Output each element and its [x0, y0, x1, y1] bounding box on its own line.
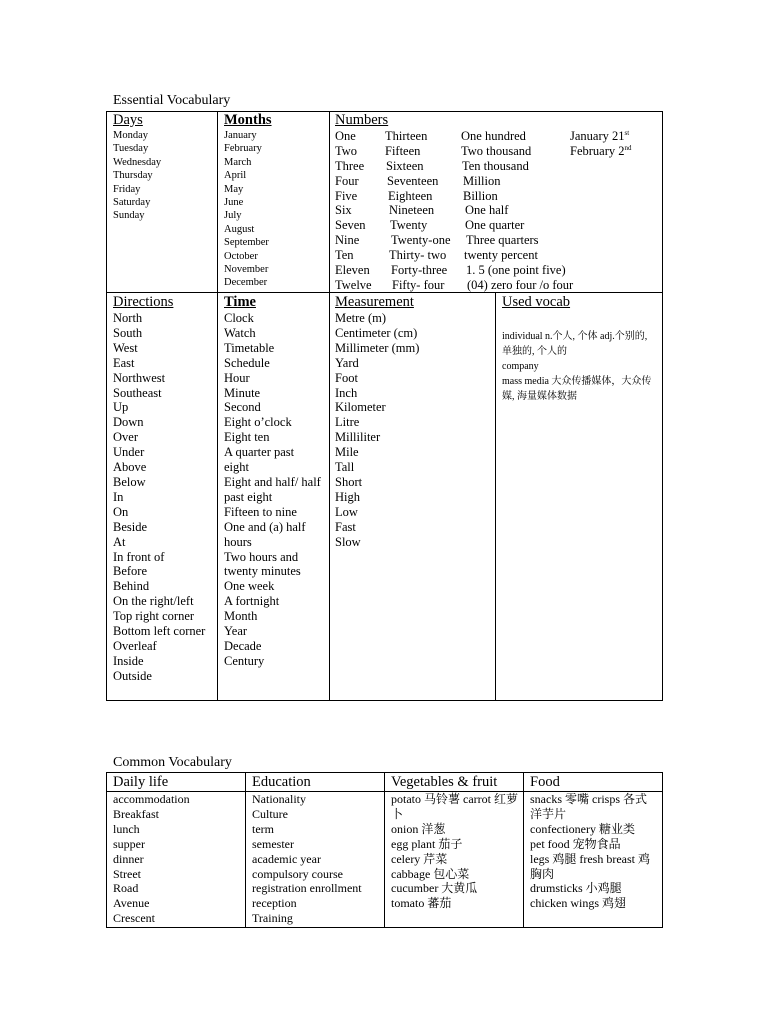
direction-item: Down — [113, 415, 144, 430]
daily-life-item: Crescent — [113, 911, 155, 926]
education-item: registration enrollment — [252, 881, 362, 896]
veg-fruit-item: cabbage 包心菜 — [391, 866, 470, 881]
daily-life-item: lunch — [113, 821, 140, 836]
time-item: past eight — [224, 489, 273, 504]
education-item: Nationality — [252, 792, 306, 806]
measurement-item: Millimeter (mm) — [335, 340, 420, 355]
numbers-row — [335, 218, 655, 233]
number-word: Two — [335, 143, 358, 158]
time-item: Clock — [224, 311, 254, 325]
date-example: February 2nd — [570, 143, 632, 158]
measurement-item: Fast — [335, 519, 356, 534]
number-word: Eleven — [335, 263, 370, 278]
time-item: Decade — [224, 638, 262, 653]
day-item: Sunday — [113, 210, 145, 222]
month-item: May — [224, 183, 244, 195]
number-word: Two thousand — [461, 143, 532, 158]
day-item: Saturday — [113, 197, 151, 209]
food-item: chicken wings 鸡翅 — [530, 896, 626, 911]
time-item: eight — [224, 460, 249, 475]
time-item: Watch — [224, 325, 256, 340]
number-word: Three quarters — [466, 233, 539, 248]
number-word: Fifty- four — [392, 277, 445, 292]
number-word: Billion — [463, 188, 498, 203]
food-item: legs 鸡腿 fresh breast 鸡胸肉 — [530, 851, 650, 881]
numbers-row — [335, 278, 655, 293]
day-item: Wednesday — [113, 156, 162, 168]
measurement-item: Litre — [335, 415, 360, 430]
measurement-item: Low — [335, 504, 358, 519]
time-item: Timetable — [224, 340, 275, 355]
divider — [495, 292, 496, 701]
used-vocab-notes — [502, 329, 657, 404]
day-item: Tuesday — [113, 143, 149, 155]
time-item: twenty minutes — [224, 564, 301, 579]
month-item: April — [224, 170, 247, 182]
month-item: November — [224, 264, 269, 276]
number-word: Nine — [335, 233, 360, 248]
veg-fruit-heading: Vegetables & fruit — [391, 774, 498, 790]
measurement-item: Kilometer — [335, 400, 386, 415]
time-item: Eight o’clock — [224, 415, 292, 430]
numbers-list — [335, 129, 655, 293]
numbers-row — [335, 248, 655, 263]
month-item: December — [224, 277, 268, 289]
number-word: Five — [335, 188, 358, 203]
daily-life-list — [113, 792, 241, 926]
direction-item: West — [113, 340, 138, 355]
measurement-item: Foot — [335, 370, 358, 385]
direction-item: Southeast — [113, 385, 162, 400]
number-word: Eighteen — [388, 188, 433, 203]
number-word: Twelve — [335, 277, 372, 292]
direction-item: Over — [113, 430, 138, 445]
direction-item: Beside — [113, 519, 148, 534]
veg-fruit-item: cucumber 大黄瓜 — [391, 881, 478, 896]
time-item: Minute — [224, 385, 261, 400]
divider — [523, 772, 524, 928]
veg-fruit-item: potato 马铃薯 carrot 红萝卜 — [391, 792, 518, 821]
numbers-row — [335, 233, 655, 248]
time-heading: Time — [224, 294, 256, 310]
time-item: Two hours and — [224, 549, 299, 564]
divider — [384, 772, 385, 928]
direction-item: Behind — [113, 579, 150, 594]
veg-fruit-item: tomato 蕃茄 — [391, 896, 452, 911]
food-item: pet food 宠物食品 — [530, 836, 621, 851]
ordinal-suffix: st — [624, 128, 630, 137]
month-item: August — [224, 223, 255, 235]
measurement-item: Milliliter — [335, 430, 381, 445]
daily-life-item: supper — [113, 836, 145, 851]
months-list — [224, 129, 269, 290]
food-item: drumsticks 小鸡腿 — [530, 881, 622, 896]
time-list — [224, 311, 321, 669]
time-item: hours — [224, 534, 252, 549]
number-word: One quarter — [465, 218, 525, 233]
time-item: Month — [224, 609, 258, 624]
month-item: October — [224, 250, 258, 262]
time-item: Eight and half/ half — [224, 474, 321, 489]
divider — [217, 111, 218, 701]
number-word: One half — [465, 203, 509, 218]
number-word: Ten thousand — [462, 158, 529, 173]
veg-fruit-list — [391, 792, 519, 911]
directions-list — [113, 311, 205, 684]
measurement-list — [335, 311, 419, 550]
daily-life-item: Road — [113, 881, 139, 896]
direction-item: Overleaf — [113, 638, 157, 653]
number-word: Twenty — [390, 218, 428, 233]
measurement-item: Yard — [335, 355, 359, 370]
direction-item: East — [113, 355, 135, 370]
number-word: Ten — [335, 248, 354, 263]
date-example: January 21st — [570, 128, 630, 143]
time-item: Second — [224, 400, 261, 415]
direction-item: At — [113, 534, 126, 549]
number-word: Nineteen — [389, 203, 435, 218]
direction-item: Up — [113, 400, 129, 415]
number-word: Four — [335, 173, 359, 188]
divider — [245, 772, 246, 928]
number-word: 1. 5 (one point five) — [466, 263, 566, 278]
number-word: One hundred — [461, 129, 526, 143]
education-item: compulsory course — [252, 866, 343, 881]
days-heading: Days — [113, 112, 143, 128]
vocab-line: mass media 大众传播媒体，大众传媒, 海量媒体数据 — [502, 376, 652, 402]
education-item: reception — [252, 896, 297, 911]
used-vocab-heading: Used vocab — [502, 294, 571, 310]
measurement-item: Slow — [335, 534, 361, 549]
time-item: One and (a) half — [224, 519, 306, 534]
month-item: March — [224, 156, 252, 168]
numbers-row — [335, 129, 655, 144]
number-word: Forty-three — [391, 263, 448, 278]
day-item: Friday — [113, 183, 141, 195]
day-item: Monday — [113, 130, 148, 141]
veg-fruit-item: onion 洋葱 — [391, 821, 446, 836]
month-item: June — [224, 197, 244, 209]
time-item: A fortnight — [224, 594, 280, 609]
number-word: Million — [463, 173, 501, 188]
direction-item: South — [113, 325, 143, 340]
food-list — [530, 792, 658, 911]
measurement-item: High — [335, 489, 360, 504]
direction-item: In — [113, 489, 124, 504]
education-item: academic year — [252, 851, 321, 866]
number-word: Sixteen — [386, 158, 424, 173]
months-heading: Months — [224, 112, 272, 128]
number-word: Seventeen — [387, 173, 439, 188]
veg-fruit-item: egg plant 茄子 — [391, 836, 463, 851]
direction-item: Before — [113, 564, 148, 579]
vocab-line: individual n.个人, 个体 adj.个别的, 单独的, 个人的 — [502, 331, 648, 357]
direction-item: Below — [113, 474, 146, 489]
month-item: July — [224, 210, 242, 222]
direction-item: Bottom left corner — [113, 624, 206, 639]
direction-item: Inside — [113, 653, 144, 668]
time-item: Hour — [224, 370, 250, 385]
divider — [329, 111, 330, 701]
directions-heading: Directions — [113, 294, 174, 310]
measurement-item: Tall — [335, 460, 355, 475]
time-item: Schedule — [224, 355, 270, 370]
measurement-heading: Measurement — [335, 294, 414, 310]
direction-item: Above — [113, 460, 147, 475]
numbers-heading: Numbers — [335, 112, 389, 128]
number-word: Thirty- two — [389, 248, 447, 263]
numbers-row — [335, 263, 655, 278]
direction-item: Under — [113, 445, 145, 460]
numbers-row — [335, 174, 655, 189]
daily-life-item: accommodation — [113, 792, 190, 806]
daily-life-heading: Daily life — [113, 774, 169, 790]
direction-item: North — [113, 311, 143, 325]
number-word: twenty percent — [464, 248, 538, 263]
day-item: Thursday — [113, 170, 153, 182]
common-title: Common Vocabulary — [113, 755, 232, 770]
measurement-item: Short — [335, 474, 363, 489]
number-word: Six — [335, 203, 352, 218]
time-item: A quarter past — [224, 445, 295, 460]
direction-item: Northwest — [113, 370, 166, 385]
daily-life-item: Breakfast — [113, 806, 159, 821]
direction-item: On — [113, 504, 129, 519]
number-word: Fifteen — [385, 143, 421, 158]
number-word: (04) zero four /o four — [467, 277, 574, 292]
month-item: September — [224, 237, 269, 249]
number-word: Twenty-one — [391, 233, 451, 248]
numbers-row — [335, 159, 655, 174]
vocab-line: company — [502, 361, 539, 372]
number-word: Seven — [335, 218, 366, 233]
education-item: Culture — [252, 806, 288, 821]
direction-item: In front of — [113, 549, 165, 564]
month-item: January — [224, 130, 257, 141]
essential-title: Essential Vocabulary — [113, 93, 231, 108]
food-item: confectionery 糖业类 — [530, 821, 635, 836]
time-item: Century — [224, 653, 265, 668]
education-item: term — [252, 821, 274, 836]
measurement-item: Centimeter (cm) — [335, 325, 418, 340]
number-word: One — [335, 129, 356, 143]
food-item: snacks 零嘴 crisps 各式洋芋片 — [530, 792, 647, 821]
daily-life-item: dinner — [113, 851, 144, 866]
measurement-item: Metre (m) — [335, 311, 387, 325]
numbers-row — [335, 144, 655, 159]
direction-item: On the right/left — [113, 594, 194, 609]
education-heading: Education — [252, 774, 311, 790]
number-word: Thirteen — [385, 129, 428, 143]
daily-life-item: Avenue — [113, 896, 150, 911]
direction-item: Top right corner — [113, 609, 195, 624]
education-item: Training — [252, 911, 293, 926]
time-item: Eight ten — [224, 430, 270, 445]
number-word: Three — [335, 158, 365, 173]
education-item: semester — [252, 836, 294, 851]
time-item: One week — [224, 579, 275, 594]
daily-life-item: Street — [113, 866, 141, 881]
month-item: February — [224, 143, 262, 155]
time-item: Year — [224, 624, 248, 639]
time-item: Fifteen to nine — [224, 504, 297, 519]
measurement-item: Mile — [335, 445, 359, 460]
ordinal-suffix: nd — [624, 143, 632, 152]
days-list — [113, 129, 161, 223]
numbers-row — [335, 203, 655, 218]
education-list — [252, 792, 380, 926]
direction-item: Outside — [113, 668, 152, 683]
numbers-row — [335, 189, 655, 204]
measurement-item: Inch — [335, 385, 358, 400]
food-heading: Food — [530, 774, 560, 790]
veg-fruit-item: celery 芹菜 — [391, 851, 448, 866]
